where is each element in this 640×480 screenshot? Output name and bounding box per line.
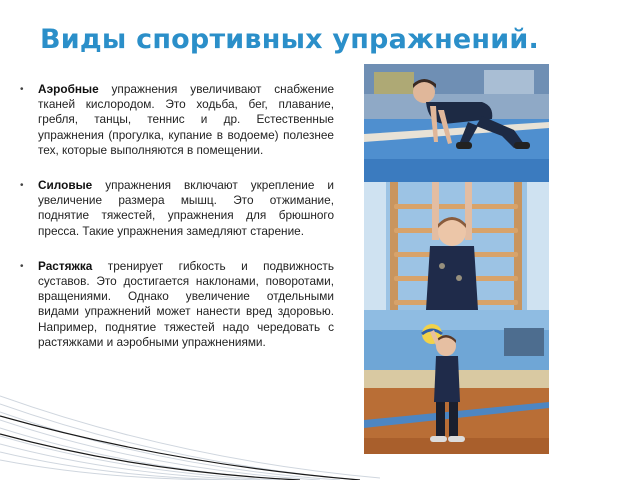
photo-wall-bars: [364, 182, 549, 310]
bullet-term: Растяжка: [38, 258, 93, 273]
bullet-text: упражнения увеличивают снабжение тканей кислородом. Это ходьба, бег, плавание, гребля, танцы, теннис и др. Естественные упражнения (прогулка, купание в водоеме) полезнее тех, которые выполняются в помещении.: [38, 82, 334, 157]
photo-sprint-start: [364, 64, 549, 182]
bullet-list: [20, 82, 334, 370]
bullet-term: Силовые: [38, 178, 93, 193]
bullet-stretching: [20, 259, 334, 350]
bullet-text: упражнения включают укрепление и увеличение размера мышц. Это отжимание, поднятие тяжестей, упражнения для брюшного пресса. Такие упражнения замедляют старение.: [38, 178, 334, 238]
bullet-strength: [20, 178, 334, 239]
bullet-text: тренирует гибкость и подвижность суставов. Это достигается наклонами, поворотами, вращениями. Однако увеличение отдельными видами упражнений может нанести вред здоровью. Например, поднятие тяжестей надо чередовать с растяжками и аэробными упражнениями.: [38, 258, 334, 349]
bullet-dot-icon: •: [20, 180, 24, 192]
bullet-dot-icon: •: [20, 84, 24, 95]
photo-ball-exercise: [364, 310, 549, 454]
decorative-lines: [0, 390, 380, 480]
bullet-aerobic: [20, 82, 334, 158]
bullet-dot-icon: •: [20, 260, 24, 272]
photo-column: [364, 64, 549, 454]
bullet-term: Аэробные: [38, 82, 99, 96]
slide-title: Виды спортивных упражнений.: [40, 24, 539, 55]
